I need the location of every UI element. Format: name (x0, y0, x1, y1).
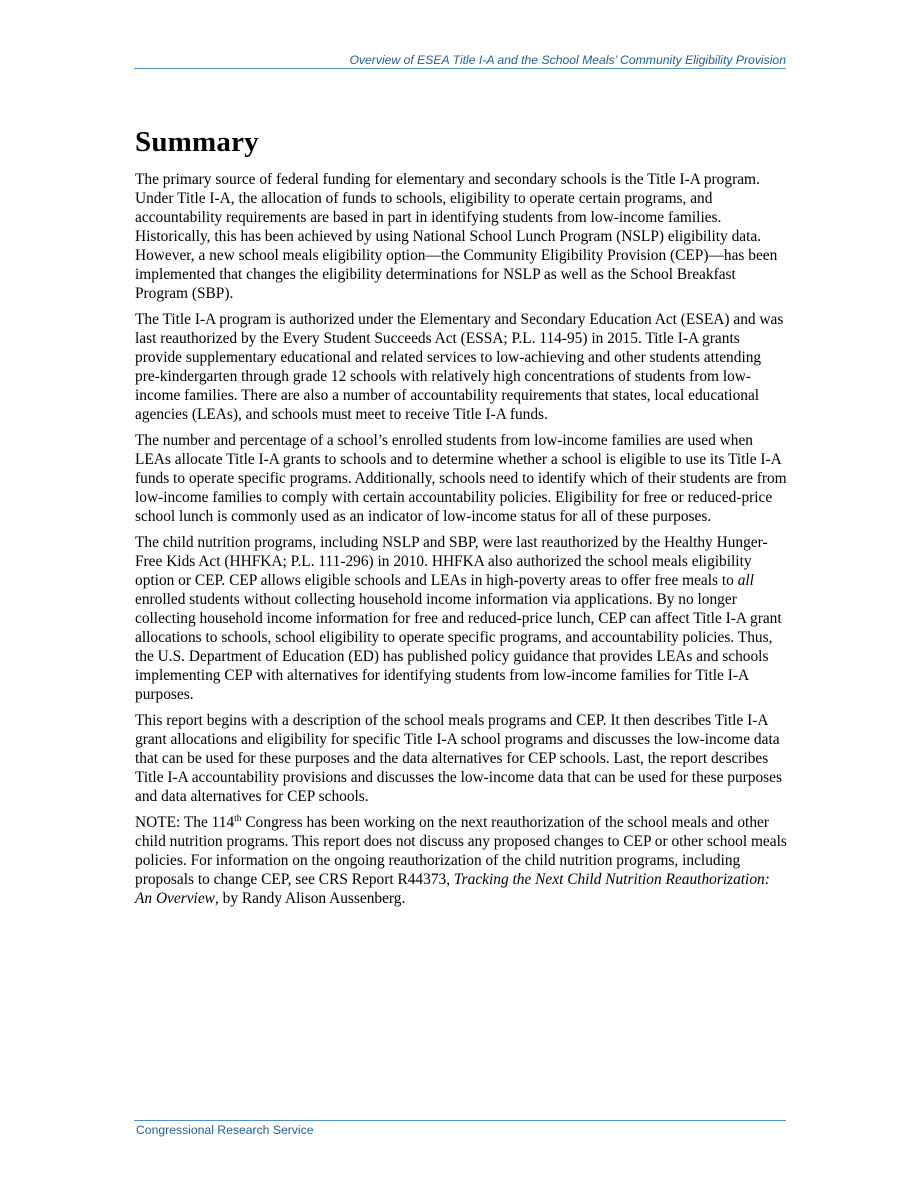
header-rule (134, 68, 786, 69)
page-content (135, 122, 787, 915)
summary-paragraph-1: The primary source of federal funding for elementary and secondary schools is the Title I-A program. Under Title I-A, the allocation of funds to schools, eligibility to operate certain programs, and accountability requirements are based in part in identifying students from low-income families. Historically, this has been achieved by using National School Lunch Program (NSLP) eligibility data. However, a new school meals eligibility option—the Community Eligibility Provision (CEP)—has been implemented that changes the eligibility determinations for NSLP as well as the School Breakfast Program (SBP). (135, 171, 778, 302)
summary-paragraph-4 (135, 533, 787, 704)
summary-paragraph-2: The Title I-A program is authorized under the Elementary and Secondary Education Act (ESEA) and was last reauthorized by the Every Student Succeeds Act (ESSA; P.L. 114-95) in 2015. Title I-A grants provide supplementary educational and related services to low-achieving and other students attending pre-kindergarten through grade 12 schools with relatively high concentrations of students from low-income families. There are also a number of accountability requirements that states, local educational agencies (LEAs), and schools must meet to receive Title I-A funds. (135, 311, 784, 423)
summary-paragraph-5: This report begins with a description of the school meals programs and CEP. It then describes Title I-A grant allocations and eligibility for specific Title I-A school programs and discusses the low-income data that can be used for these purposes and the data alternatives for CEP schools. Last, the report describes Title I-A accountability provisions and discusses the low-income data that can be used for these purposes and data alternatives for CEP schools. (135, 712, 782, 805)
paragraph-4-text-end: enrolled students without collecting household income information via applications. By no longer collecting household income information for free and reduced-price lunch, CEP can affect Title I-A grant allocations to schools, school eligibility to operate specific programs, and accountability policies. Thus, the U.S. Department of Education (ED) has published policy guidance that provides LEAs and schools implementing CEP with alternatives for identifying students from low-income families for Title I-A purposes. (135, 591, 782, 703)
ordinal-suffix: th (234, 813, 242, 824)
footer-rule (134, 1120, 786, 1121)
summary-paragraph-3: The number and percentage of a school’s enrolled students from low-income families are used when LEAs allocate Title I-A grants to schools and to determine whether a school is eligible to use its Title I-A funds to operate specific programs. Additionally, schools need to identify which of their students are from low-income families to comply with certain accountability policies. Eligibility for free or reduced-price school lunch is commonly used as an indicator of low-income status for all of these purposes. (135, 432, 787, 525)
note-author: , by Randy Alison Aussenberg. (214, 890, 406, 907)
footer-organization: Congressional Research Service (136, 1123, 314, 1137)
section-heading: Summary (135, 126, 259, 158)
note-paragraph (135, 813, 787, 908)
paragraph-4-text-start: The child nutrition programs, including NSLP and SBP, were last reauthorized by the Healthy Hunger-Free Kids Act (HHFKA; P.L. 111-296) in 2010. HHFKA also authorized the school meals eligibility option or CEP. CEP allows eligible schools and LEAs in high-poverty areas to offer free meals to (135, 534, 768, 589)
running-header: Overview of ESEA Title I-A and the School Meals’ Community Eligibility Provision (349, 53, 786, 67)
note-text: Congress has been working on the next reauthorization of the school meals and other child nutrition programs. This report does not discuss any proposed changes to CEP or other school meals policies. For information on the ongoing reauthorization of the child nutrition programs, including proposals to change CEP, see CRS Report R44373, (135, 814, 787, 888)
emphasis-all: all (737, 572, 754, 589)
report-title: Tracking the Next Child Nutrition Reauthorization: An Overview (135, 871, 770, 907)
note-lead: NOTE: The 114 (135, 814, 235, 831)
